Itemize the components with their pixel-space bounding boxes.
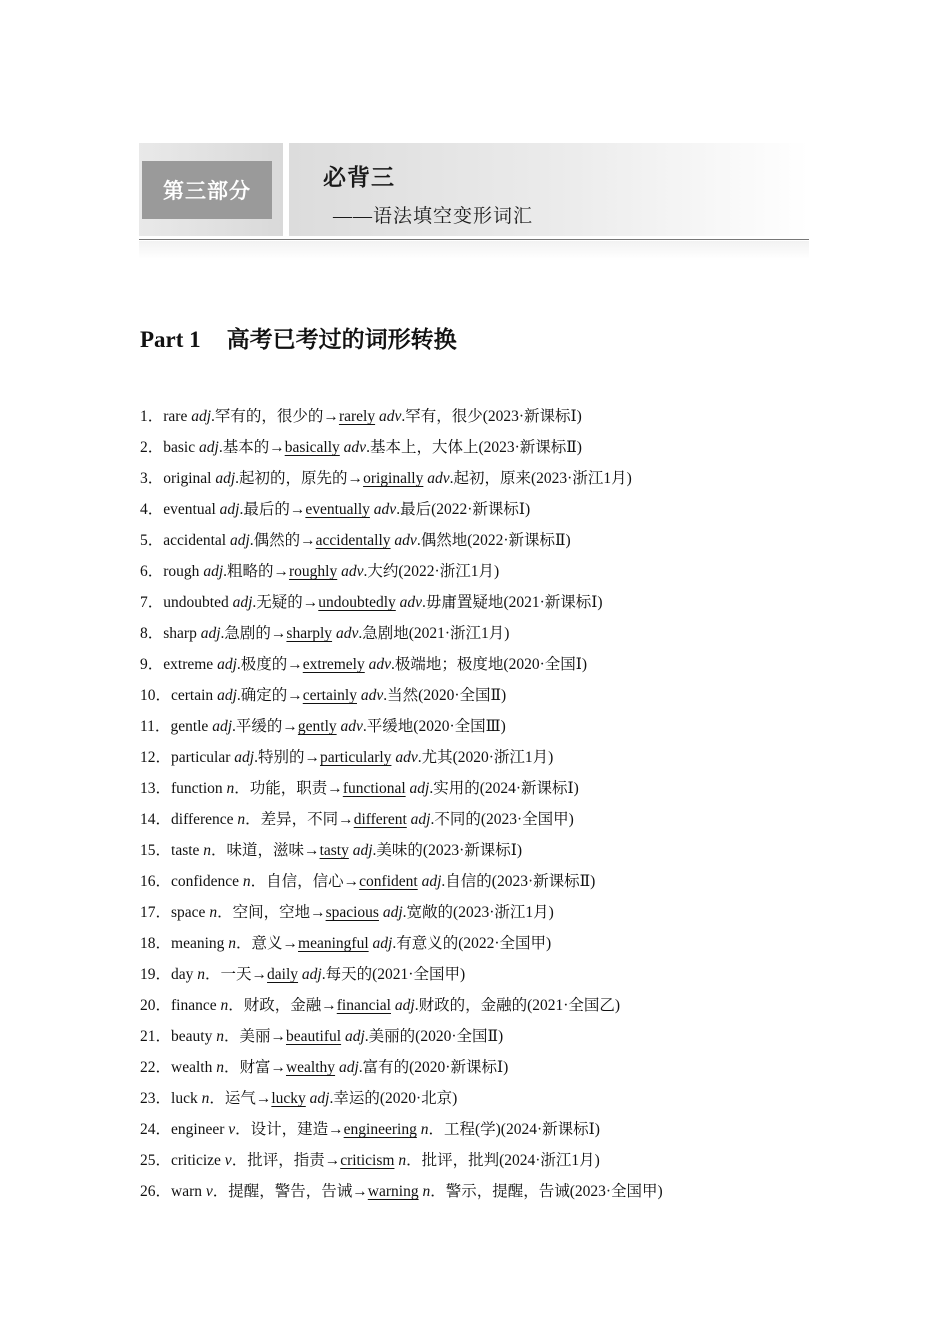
list-item — [140, 804, 840, 835]
entry-word: original — [163, 470, 216, 487]
entry-derived-meaning: .平缓地 — [362, 718, 414, 735]
entry-word: certain — [171, 687, 218, 704]
entry-derived-pos: adj — [305, 1090, 330, 1107]
entry-derived-word: eventually — [305, 501, 370, 518]
list-item — [140, 432, 840, 463]
part-title: 高考已考过的词形转换 — [226, 327, 457, 352]
entry-source: (2023·新课标Ⅱ) — [491, 873, 596, 890]
list-item — [140, 463, 840, 494]
entry-derived-word: meaningful — [298, 935, 369, 952]
entry-source: (2022·全国甲) — [458, 935, 552, 952]
entry-derived-pos: adv — [339, 439, 367, 456]
entry-number: 4． — [140, 501, 164, 518]
entry-source: (2021·浙江1月) — [408, 625, 510, 642]
entry-derived-word: certainly — [302, 687, 357, 704]
entry-pos: adj — [200, 625, 221, 642]
entry-pos: n — [209, 904, 218, 921]
entry-pos: adj — [215, 470, 236, 487]
entry-derived-pos: adj — [378, 904, 403, 921]
entry-derived-meaning: .美丽的 — [364, 1028, 416, 1045]
entry-pos: n — [197, 966, 206, 983]
entry-derived-meaning: .有意义的 — [392, 935, 459, 952]
entry-word: day — [171, 966, 198, 983]
entry-pos: n — [237, 811, 246, 828]
part-heading — [140, 321, 457, 354]
entry-pos: n — [220, 997, 229, 1014]
list-item — [140, 1176, 840, 1207]
entry-meaning: ．空间，空地→ — [217, 904, 326, 921]
entry-derived-meaning: .宽敞的 — [402, 904, 454, 921]
entry-derived-meaning: .实用的 — [429, 780, 480, 797]
entry-word: rare — [163, 408, 192, 425]
entry-number: 3． — [140, 470, 164, 487]
entry-word: eventual — [163, 501, 220, 518]
entry-derived-word: roughly — [289, 563, 338, 580]
entry-derived-word: rarely — [338, 408, 376, 425]
entry-meaning: ．财富→ — [223, 1059, 286, 1076]
entry-derived-word: functional — [342, 780, 406, 797]
entry-word: finance — [171, 997, 221, 1014]
entry-derived-word: spacious — [325, 904, 379, 921]
entry-derived-pos: adv — [332, 625, 359, 642]
entry-pos: adj — [234, 749, 255, 766]
entry-derived-pos: adv — [364, 656, 392, 673]
entry-source: (2020·北京) — [379, 1090, 458, 1107]
entry-meaning: .极度的→ — [236, 656, 303, 673]
entry-meaning: .无疑的→ — [252, 594, 319, 611]
entry-word: criticize — [171, 1152, 225, 1169]
entry-number: 16． — [140, 873, 172, 890]
header-title: 必背三 — [323, 165, 395, 190]
entry-derived-word: lucky — [271, 1090, 306, 1107]
entry-pos: n — [203, 842, 212, 859]
list-item — [140, 1021, 840, 1052]
entry-derived-meaning: ．工程(学) — [428, 1121, 501, 1138]
entry-pos: adj — [219, 501, 240, 518]
entry-meaning: .偶然的→ — [249, 532, 316, 549]
entry-source: (2022·新课标Ⅰ) — [431, 501, 531, 518]
entry-derived-meaning: .每天的 — [321, 966, 373, 983]
entry-derived-meaning: .富有的 — [358, 1059, 410, 1076]
entry-number: 1． — [140, 408, 164, 425]
entry-word: confidence — [171, 873, 243, 890]
list-item — [140, 711, 840, 742]
entry-derived-pos: adj — [348, 842, 373, 859]
entry-word: accidental — [163, 532, 230, 549]
entry-number: 11． — [140, 718, 171, 735]
header-subtitle: ——语法填空变形词汇 — [333, 206, 534, 227]
list-item — [140, 897, 840, 928]
entry-source: (2020·全国Ⅰ) — [503, 656, 588, 673]
entry-word: basic — [163, 439, 199, 456]
entry-meaning: .最后的→ — [239, 501, 306, 518]
header-title-panel — [289, 143, 809, 236]
entry-source: (2023·新课标Ⅰ) — [482, 408, 582, 425]
entry-meaning: ．批评，指责→ — [231, 1152, 341, 1169]
entry-pos: v — [205, 1183, 213, 1200]
entry-derived-meaning: .罕有，很少 — [401, 408, 483, 425]
entry-number: 15． — [140, 842, 172, 859]
entry-derived-word: financial — [336, 997, 391, 1014]
entry-derived-pos: adv — [369, 501, 397, 518]
entry-derived-meaning: ．批评，批判 — [406, 1152, 500, 1169]
entry-word: particular — [171, 749, 235, 766]
entry-derived-word: tasty — [319, 842, 349, 859]
entry-meaning: ．财政，金融→ — [228, 997, 337, 1014]
entry-pos: n — [226, 780, 235, 797]
section-label: 第三部分 — [142, 161, 272, 219]
entry-number: 9． — [140, 656, 164, 673]
entry-meaning: .基本的→ — [218, 439, 285, 456]
list-item — [140, 959, 840, 990]
entry-source: (2024·新课标Ⅰ) — [479, 780, 579, 797]
entry-meaning: ．运气→ — [209, 1090, 272, 1107]
entry-derived-pos: adj — [405, 780, 430, 797]
entry-derived-word: beautiful — [285, 1028, 342, 1045]
entry-source: (2023·新课标Ⅱ) — [478, 439, 582, 456]
header-shadow — [139, 241, 809, 259]
list-item — [140, 401, 840, 432]
section-header — [139, 143, 809, 239]
entry-pos: v — [228, 1121, 236, 1138]
entry-number: 18． — [140, 935, 172, 952]
entry-derived-meaning: .大约 — [363, 563, 399, 580]
entry-meaning: ．一天→ — [205, 966, 268, 983]
entry-pos: adj — [217, 687, 237, 704]
list-item — [140, 928, 840, 959]
word-formation-list — [140, 401, 840, 1207]
entry-pos: adj — [232, 594, 253, 611]
entry-meaning: .罕有的，很少的→ — [211, 408, 339, 425]
entry-source: (2020·浙江1月) — [452, 749, 554, 766]
entry-derived-word: accidentally — [315, 532, 391, 549]
entry-source: (2021·新课标Ⅰ) — [503, 594, 603, 611]
entry-word: rough — [163, 563, 204, 580]
entry-word: extreme — [163, 656, 218, 673]
entry-derived-pos: adv — [336, 718, 363, 735]
entry-meaning: ．自信，信心→ — [250, 873, 360, 890]
entry-word: meaning — [171, 935, 229, 952]
entry-derived-pos: n — [418, 1183, 431, 1200]
list-item — [140, 494, 840, 525]
entry-derived-word: gently — [297, 718, 337, 735]
list-item — [140, 525, 840, 556]
entry-pos: adj — [217, 656, 237, 673]
entry-meaning: ．味道，滋味→ — [211, 842, 320, 859]
entry-derived-pos: adv — [395, 594, 423, 611]
entry-source: (2024·浙江1月) — [499, 1152, 600, 1169]
entry-meaning: ．意义→ — [236, 935, 299, 952]
entry-derived-word: warning — [367, 1183, 419, 1200]
entry-word: beauty — [171, 1028, 217, 1045]
entry-derived-pos: adj — [417, 873, 442, 890]
entry-number: 8． — [140, 625, 164, 642]
entry-derived-meaning: .当然 — [383, 687, 419, 704]
entry-derived-word: extremely — [302, 656, 365, 673]
entry-derived-pos: adj — [406, 811, 431, 828]
entry-derived-pos: adj — [341, 1028, 365, 1045]
entry-number: 14． — [140, 811, 172, 828]
entry-source: (2020·全国Ⅱ) — [415, 1028, 504, 1045]
list-item — [140, 1114, 840, 1145]
entry-meaning: ．设计，建造→ — [235, 1121, 344, 1138]
entry-number: 5． — [140, 532, 164, 549]
entry-pos: n — [228, 935, 237, 952]
entry-pos: n — [216, 1028, 224, 1045]
entry-derived-pos: n — [416, 1121, 429, 1138]
entry-derived-meaning: .极端地；极度地 — [391, 656, 504, 673]
entry-derived-word: undoubtedly — [318, 594, 396, 611]
entry-number: 26． — [140, 1183, 172, 1200]
header-divider — [139, 239, 809, 240]
entry-word: function — [171, 780, 227, 797]
entry-derived-meaning: .急剧地 — [358, 625, 409, 642]
entry-word: undoubted — [163, 594, 233, 611]
entry-pos: adj — [203, 563, 224, 580]
list-item — [140, 1083, 840, 1114]
entry-derived-meaning: .尤其 — [417, 749, 453, 766]
entry-derived-word: particularly — [319, 749, 392, 766]
entry-word: luck — [171, 1090, 202, 1107]
entry-meaning: .确定的→ — [236, 687, 303, 704]
entry-derived-pos: adj — [391, 997, 415, 1014]
list-item — [140, 618, 840, 649]
entry-number: 21． — [140, 1028, 172, 1045]
entry-derived-pos: adv — [337, 563, 364, 580]
entry-derived-word: basically — [284, 439, 340, 456]
entry-meaning: .急剧的→ — [220, 625, 287, 642]
entry-number: 7． — [140, 594, 164, 611]
entry-pos: n — [216, 1059, 224, 1076]
entry-derived-word: different — [353, 811, 407, 828]
entry-derived-pos: adj — [335, 1059, 359, 1076]
entry-source: (2023·浙江1月) — [453, 904, 554, 921]
entry-source: (2021·全国甲) — [372, 966, 466, 983]
entry-meaning: .起初的，原先的→ — [235, 470, 364, 487]
entry-derived-word: criticism — [340, 1152, 395, 1169]
entry-derived-pos: adv — [375, 408, 402, 425]
list-item — [140, 990, 840, 1021]
entry-derived-meaning: .美味的 — [372, 842, 423, 859]
entry-number: 23． — [140, 1090, 172, 1107]
list-item — [140, 866, 840, 897]
list-item — [140, 773, 840, 804]
entry-source: (2023·全国甲) — [480, 811, 574, 828]
entry-source: (2023·全国甲) — [569, 1183, 663, 1200]
entry-derived-word: wealthy — [285, 1059, 336, 1076]
entry-pos: adj — [199, 439, 219, 456]
list-item — [140, 835, 840, 866]
list-item — [140, 1145, 840, 1176]
entry-derived-word: confident — [359, 873, 418, 890]
entry-number: 24． — [140, 1121, 172, 1138]
entry-number: 20． — [140, 997, 172, 1014]
entry-pos: adj — [212, 718, 232, 735]
entry-derived-meaning: .财政的，金融的 — [414, 997, 528, 1014]
entry-derived-meaning: .偶然地 — [416, 532, 468, 549]
entry-source: (2020·全国Ⅲ) — [413, 718, 506, 735]
entry-number: 25． — [140, 1152, 172, 1169]
list-item — [140, 556, 840, 587]
entry-source: (2020·新课标Ⅰ) — [409, 1059, 509, 1076]
entry-number: 12． — [140, 749, 172, 766]
entry-derived-pos: adv — [423, 470, 450, 487]
entry-meaning: ．提醒，警告，告诫→ — [212, 1183, 368, 1200]
entry-derived-pos: adv — [391, 749, 418, 766]
entry-derived-meaning: .最后 — [396, 501, 432, 518]
entry-meaning: ．美丽→ — [223, 1028, 286, 1045]
list-item — [140, 649, 840, 680]
entry-source: (2024·新课标Ⅰ) — [500, 1121, 600, 1138]
entry-word: engineer — [171, 1121, 229, 1138]
list-item — [140, 587, 840, 618]
entry-derived-word: originally — [363, 470, 424, 487]
entry-derived-meaning: .起初，原来 — [449, 470, 531, 487]
entry-meaning: .粗略的→ — [223, 563, 290, 580]
entry-number: 22． — [140, 1059, 172, 1076]
entry-meaning: .特别的→ — [254, 749, 320, 766]
entry-word: wealth — [171, 1059, 217, 1076]
entry-source: (2022·浙江1月) — [398, 563, 500, 580]
entry-number: 10． — [140, 687, 172, 704]
entry-pos: adj — [191, 408, 212, 425]
entry-derived-pos: adj — [298, 966, 322, 983]
entry-word: warn — [171, 1183, 206, 1200]
entry-number: 13． — [140, 780, 172, 797]
entry-word: difference — [171, 811, 238, 828]
entry-number: 19． — [140, 966, 172, 983]
entry-number: 17． — [140, 904, 172, 921]
entry-derived-pos: n — [394, 1152, 407, 1169]
entry-word: space — [171, 904, 210, 921]
entry-pos: n — [242, 873, 251, 890]
entry-derived-meaning: .幸运的 — [329, 1090, 380, 1107]
entry-word: taste — [171, 842, 204, 859]
entry-source: (2022·新课标Ⅱ) — [467, 532, 571, 549]
entry-meaning: .平缓的→ — [232, 718, 298, 735]
entry-derived-word: engineering — [343, 1121, 417, 1138]
entry-derived-meaning: .自信的 — [441, 873, 492, 890]
entry-derived-meaning: .不同的 — [430, 811, 481, 828]
entry-number: 2． — [140, 439, 164, 456]
entry-pos: v — [224, 1152, 232, 1169]
entry-pos: adj — [229, 532, 250, 549]
part-number: Part 1 — [140, 327, 201, 352]
list-item — [140, 680, 840, 711]
entry-derived-meaning: .基本上，大体上 — [366, 439, 479, 456]
list-item — [140, 742, 840, 773]
entry-derived-meaning: ．警示，提醒，告诫 — [430, 1183, 570, 1200]
entry-source: (2023·浙江1月) — [531, 470, 632, 487]
entry-meaning: ．功能，职责→ — [234, 780, 343, 797]
entry-derived-pos: adv — [357, 687, 384, 704]
entry-derived-meaning: .毋庸置疑地 — [422, 594, 504, 611]
list-item — [140, 1052, 840, 1083]
entry-word: sharp — [163, 625, 201, 642]
section-label-panel — [139, 143, 283, 236]
entry-meaning: ．差异，不同→ — [245, 811, 354, 828]
entry-derived-word: daily — [267, 966, 299, 983]
entry-number: 6． — [140, 563, 164, 580]
entry-source: (2020·全国Ⅱ) — [418, 687, 507, 704]
entry-derived-pos: adv — [390, 532, 417, 549]
entry-source: (2023·新课标Ⅰ) — [422, 842, 523, 859]
entry-derived-pos: adj — [368, 935, 393, 952]
entry-word: gentle — [170, 718, 213, 735]
entry-pos: n — [201, 1090, 210, 1107]
entry-derived-word: sharply — [286, 625, 333, 642]
entry-source: (2021·全国乙) — [527, 997, 621, 1014]
